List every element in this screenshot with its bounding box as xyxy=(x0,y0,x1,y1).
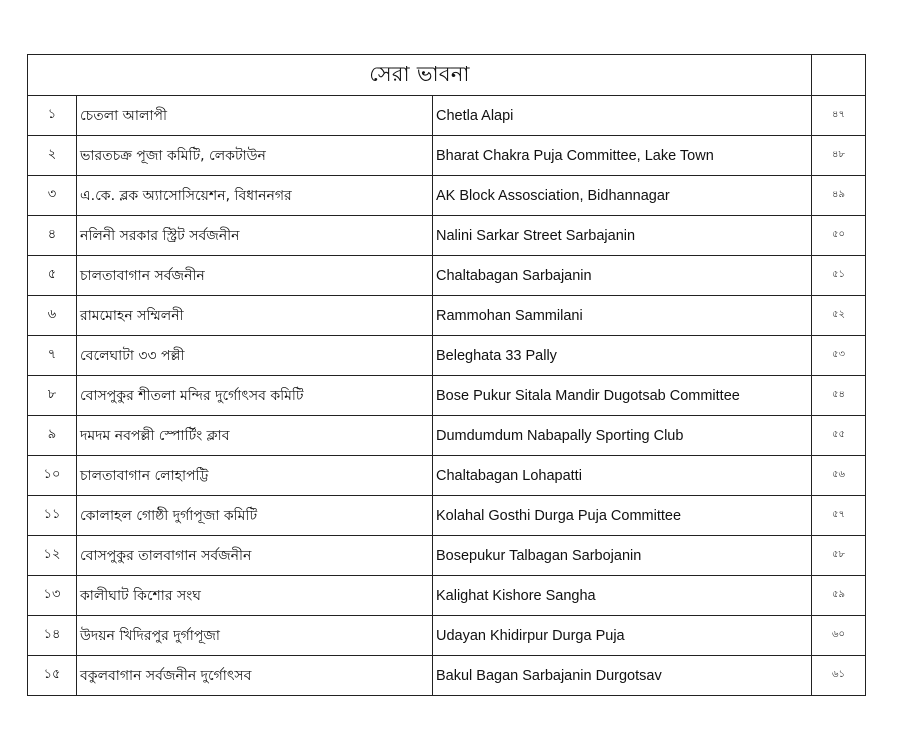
serial-cell: ১৪ xyxy=(28,616,77,656)
serial-cell: ১৩ xyxy=(28,576,77,616)
serial-cell: ৬ xyxy=(28,296,77,336)
page-number-cell: ৪৯ xyxy=(812,176,866,216)
serial-cell: ৩ xyxy=(28,176,77,216)
bengali-name-cell: এ.কে. ব্লক অ্যাসোসিয়েশন, বিধাননগর xyxy=(77,176,433,216)
bengali-name-cell: চালতাবাগান লোহাপট্টি xyxy=(77,456,433,496)
page-number-cell: ৬১ xyxy=(812,656,866,696)
table-row xyxy=(28,416,866,456)
page-number-cell: ৫৭ xyxy=(812,496,866,536)
table-row xyxy=(28,536,866,576)
table-title: সেরা ভাবনা xyxy=(28,55,812,96)
english-name-cell: Chaltabagan Sarbajanin xyxy=(433,256,812,296)
bengali-name-cell: কালীঘাট কিশোর সংঘ xyxy=(77,576,433,616)
page-number-cell: ৪৭ xyxy=(812,96,866,136)
serial-cell: ১০ xyxy=(28,456,77,496)
english-name-cell: Nalini Sarkar Street Sarbajanin xyxy=(433,216,812,256)
title-row xyxy=(28,55,866,96)
page-number-cell: ৫০ xyxy=(812,216,866,256)
english-name-cell: AK Block Assosciation, Bidhannagar xyxy=(433,176,812,216)
serial-cell: ৯ xyxy=(28,416,77,456)
bengali-name-cell: বোসপুকুর তালবাগান সর্বজনীন xyxy=(77,536,433,576)
bengali-name-cell: রামমোহন সম্মিলনী xyxy=(77,296,433,336)
english-name-cell: Bharat Chakra Puja Committee, Lake Town xyxy=(433,136,812,176)
bengali-name-cell: চেতলা আলাপী xyxy=(77,96,433,136)
table-row xyxy=(28,216,866,256)
table-row xyxy=(28,656,866,696)
bengali-name-cell: বোসপুকুর শীতলা মন্দির দুর্গোৎসব কমিটি xyxy=(77,376,433,416)
english-name-cell: Bose Pukur Sitala Mandir Dugotsab Committee xyxy=(433,376,812,416)
page-number-cell: ৫১ xyxy=(812,256,866,296)
award-table-body xyxy=(28,55,866,696)
english-name-cell: Udayan Khidirpur Durga Puja xyxy=(433,616,812,656)
serial-cell: ১১ xyxy=(28,496,77,536)
award-table xyxy=(27,54,866,696)
serial-cell: ৪ xyxy=(28,216,77,256)
table-row xyxy=(28,616,866,656)
page-number-cell: ৫৯ xyxy=(812,576,866,616)
table-row xyxy=(28,96,866,136)
table-row xyxy=(28,496,866,536)
bengali-name-cell: কোলাহল গোষ্ঠী দুর্গাপূজা কমিটি xyxy=(77,496,433,536)
serial-cell: ১৫ xyxy=(28,656,77,696)
page-number-cell: ৫২ xyxy=(812,296,866,336)
page-number-cell: ৫৩ xyxy=(812,336,866,376)
page-number-cell: ৬০ xyxy=(812,616,866,656)
english-name-cell: Chetla Alapi xyxy=(433,96,812,136)
english-name-cell: Chaltabagan Lohapatti xyxy=(433,456,812,496)
bengali-name-cell: ভারতচক্র পূজা কমিটি, লেকটাউন xyxy=(77,136,433,176)
table-row xyxy=(28,376,866,416)
english-name-cell: Dumdumdum Nabapally Sporting Club xyxy=(433,416,812,456)
page-number-cell: ৫৬ xyxy=(812,456,866,496)
table-row xyxy=(28,296,866,336)
serial-cell: ২ xyxy=(28,136,77,176)
table-row xyxy=(28,256,866,296)
english-name-cell: Bakul Bagan Sarbajanin Durgotsav xyxy=(433,656,812,696)
english-name-cell: Bosepukur Talbagan Sarbojanin xyxy=(433,536,812,576)
english-name-cell: Kalighat Kishore Sangha xyxy=(433,576,812,616)
serial-cell: ৮ xyxy=(28,376,77,416)
page-number-cell: ৫৪ xyxy=(812,376,866,416)
english-name-cell: Kolahal Gosthi Durga Puja Committee xyxy=(433,496,812,536)
table-row xyxy=(28,576,866,616)
serial-cell: ১২ xyxy=(28,536,77,576)
serial-cell: ১ xyxy=(28,96,77,136)
page-number-cell: ৪৮ xyxy=(812,136,866,176)
page-number-cell: ৫৫ xyxy=(812,416,866,456)
bengali-name-cell: চালতাবাগান সর্বজনীন xyxy=(77,256,433,296)
bengali-name-cell: বেলেঘাটা ৩৩ পল্লী xyxy=(77,336,433,376)
bengali-name-cell: দমদম নবপল্লী স্পোর্টিং ক্লাব xyxy=(77,416,433,456)
bengali-name-cell: উদয়ন খিদিরপুর দুর্গাপূজা xyxy=(77,616,433,656)
serial-cell: ৭ xyxy=(28,336,77,376)
bengali-name-cell: নলিনী সরকার স্ট্রিট সর্বজনীন xyxy=(77,216,433,256)
title-side-cell xyxy=(812,55,866,96)
table-row xyxy=(28,336,866,376)
table-row xyxy=(28,456,866,496)
page-number-cell: ৫৮ xyxy=(812,536,866,576)
serial-cell: ৫ xyxy=(28,256,77,296)
bengali-name-cell: বকুলবাগান সর্বজনীন দুর্গোৎসব xyxy=(77,656,433,696)
english-name-cell: Beleghata 33 Pally xyxy=(433,336,812,376)
table-row xyxy=(28,136,866,176)
table-row xyxy=(28,176,866,216)
english-name-cell: Rammohan Sammilani xyxy=(433,296,812,336)
